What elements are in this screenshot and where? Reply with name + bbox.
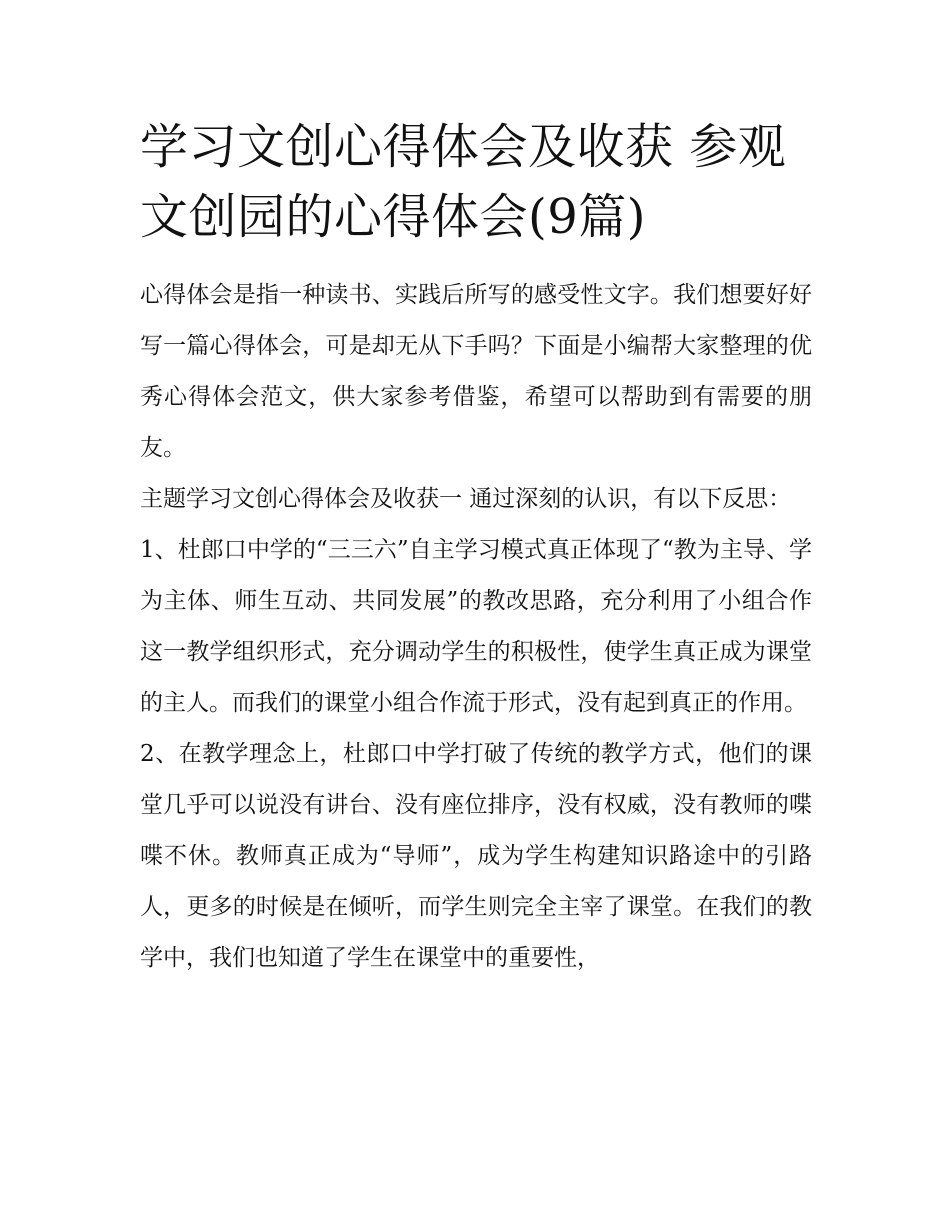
document-title: 学习文创心得体会及收获 参观文创园的心得体会(9篇) bbox=[140, 119, 787, 245]
intro-paragraph: 心得体会是指一种读书、实践后所写的感受性文字。我们想要好好写一篇心得体会，可是却无从下手吗？下面是小编帮大家整理的优秀心得体会范文，供大家参考借鉴，希望可以帮助到有需要的朋友。 bbox=[140, 282, 812, 461]
section-heading-paragraph: 主题学习文创心得体会及收获一 通过深刻的认识，有以下反思： bbox=[140, 486, 792, 512]
point-1-paragraph: 1、杜郎口中学的“三三六”自主学习模式真正体现了“教为主导、学为主体、师生互动、共同发展”的教改思路，充分利用了小组合作这一教学组织形式，充分调动学生的积极性，使学生真正成为课堂的主人。而我们的课堂小组合作流于形式，没有起到真正的作用。 bbox=[140, 537, 812, 716]
point-2-paragraph: 2、在教学理念上，杜郎口中学打破了传统的教学方式，他们的课堂几乎可以说没有讲台、没有座位排序，没有权威，没有教师的喋喋不休。教师真正成为“导师”，成为学生构建知识路途中的引路人，更多的时候是在倾听，而学生则完全主宰了课堂。在我们的教学中，我们也知道了学生在课堂中的重要性， bbox=[140, 741, 812, 971]
document-page bbox=[140, 112, 812, 984]
